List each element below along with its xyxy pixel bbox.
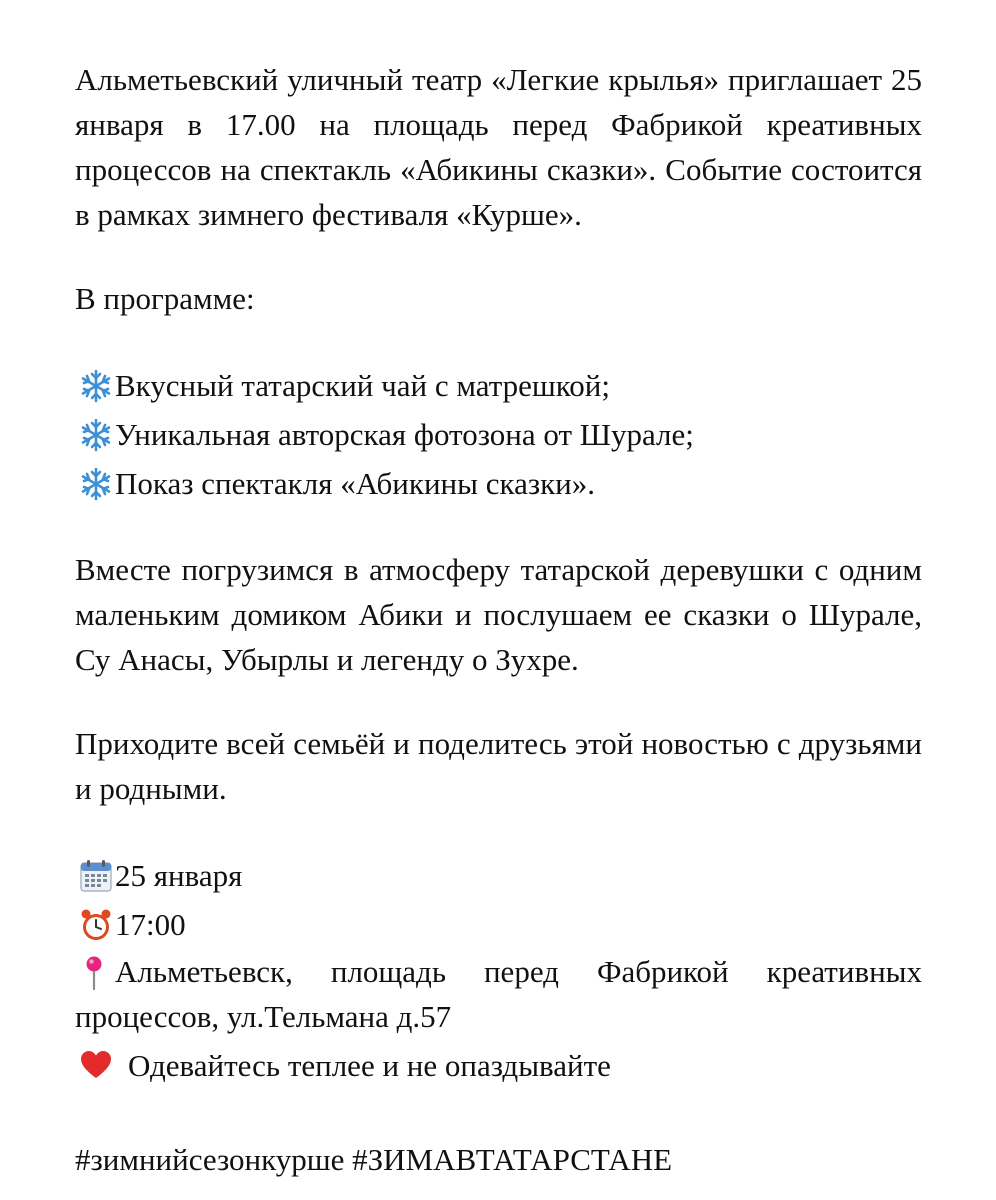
program-heading: В программе:: [75, 281, 255, 316]
snowflake-icon: [75, 461, 115, 506]
date-line: [75, 851, 922, 900]
list-item-text: Показ спектакля «Абикины сказки».: [115, 466, 595, 501]
address-line: [75, 949, 922, 994]
heart-icon: [75, 1043, 128, 1088]
address-text-line2: процессов, ул.Тельмана д.57: [75, 999, 452, 1034]
time-line: [75, 900, 922, 949]
note-text: Одевайтесь теплее и не опаздывайте: [128, 1048, 611, 1083]
event-details: [75, 851, 922, 1090]
alarm-clock-icon: [75, 902, 115, 947]
program-list: [75, 361, 922, 508]
list-item-text: Вкусный татарский чай с матрешкой;: [115, 368, 610, 403]
list-item: [75, 459, 922, 508]
list-item: [75, 410, 922, 459]
list-item-text: Уникальная авторская фотозона от Шурале;: [115, 417, 694, 452]
snowflake-icon: [75, 412, 115, 457]
hashtags: #зимнийсезонкурше #ЗИМАВТАТАРСТАНЕ: [75, 1142, 673, 1177]
calendar-icon: [75, 853, 115, 898]
post-document: [75, 57, 922, 1182]
intro-paragraph: Альметьевский уличный театр «Легкие крылья» приглашает 25 января в 17.00 на площадь перед Фабрикой креативных процессов на спектакль «Абикины сказки». Событие состоится в рамках зимнего фестиваля «Курше».: [75, 62, 922, 232]
address-text-line1: Альметьевск, площадь перед Фабрикой креативных: [115, 954, 922, 989]
event-time: 17:00: [115, 907, 186, 942]
note-line: [75, 1041, 922, 1090]
atmosphere-paragraph: Вместе погрузимся в атмосферу татарской деревушки с одним маленьким домиком Абики и послушаем ее сказки о Шурале, Су Анасы, Убырлы и легенду о Зухре.: [75, 552, 922, 677]
snowflake-icon: [75, 363, 115, 408]
event-date: 25 января: [115, 858, 243, 893]
pushpin-icon: [75, 949, 115, 994]
invite-paragraph: Приходите всей семьёй и поделитесь этой новостью с друзьями и родными.: [75, 726, 922, 806]
list-item: [75, 361, 922, 410]
